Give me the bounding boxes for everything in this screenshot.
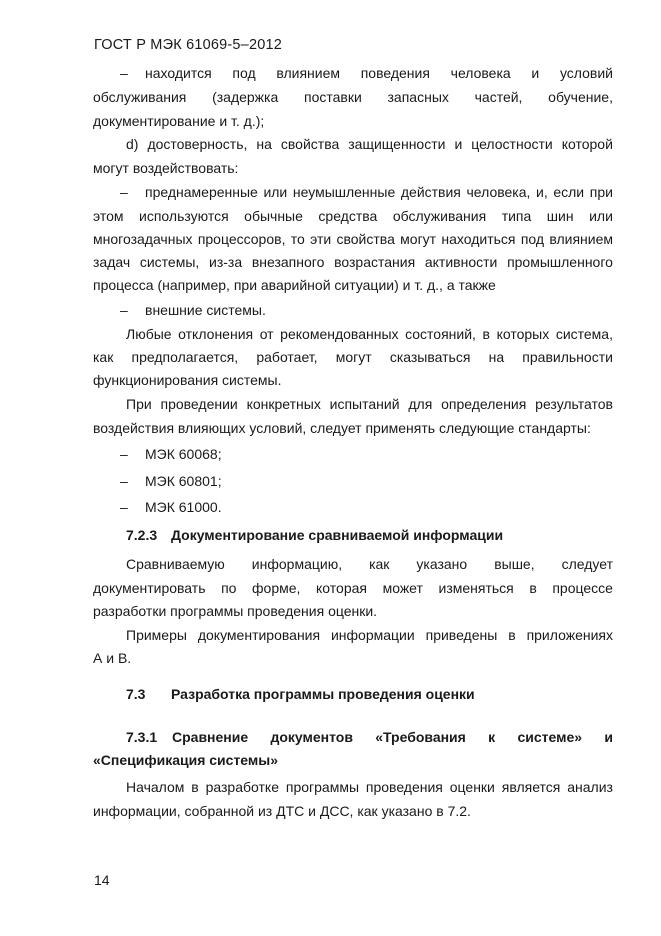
body-line <box>93 207 613 225</box>
body-line: разработки программы проведения оценки. <box>93 603 378 619</box>
word: которой <box>561 136 613 152</box>
section-title: Разработка программы проведения оценки <box>171 686 475 702</box>
body-line: воздействия влияющих условий, следует применять следующие стандарты: <box>93 420 591 436</box>
word: программы <box>285 779 360 795</box>
word: Сравниваемую <box>126 556 225 572</box>
word: защищенности <box>348 136 446 152</box>
word: в <box>482 326 490 342</box>
word: рекомендованных <box>280 326 399 342</box>
word: преднамеренные <box>145 184 258 200</box>
word: документировать <box>93 580 206 596</box>
word: «Требования <box>375 729 466 745</box>
word: то <box>290 231 305 247</box>
word: как <box>369 556 390 572</box>
section-title: Документирование сравниваемой информации <box>171 527 504 543</box>
word: Примеры <box>126 627 187 643</box>
word: от <box>259 326 274 342</box>
bullet-dash: – <box>120 473 128 489</box>
word: находится <box>145 65 212 81</box>
word: человека, <box>466 184 531 200</box>
word: информацию, <box>251 556 343 572</box>
word: и <box>604 729 613 745</box>
word: и <box>454 136 463 152</box>
section-title-cont: «Спецификация системы» <box>93 752 279 768</box>
body-line: информации, собранной из ДТС и ДСС, как указано в 7.2. <box>93 803 471 819</box>
word: документов <box>270 729 353 745</box>
word: на <box>488 349 505 365</box>
word: выше, <box>494 556 535 572</box>
body-line <box>93 230 613 248</box>
word: (задержка <box>212 89 279 105</box>
word: обучение, <box>548 89 613 105</box>
body-line: процесса (например, при аварийной ситуации) и т. д., а также <box>93 277 496 293</box>
word: запасных <box>387 89 449 105</box>
word: При <box>126 396 152 412</box>
word: достоверность, <box>147 136 248 152</box>
word: Началом <box>126 779 185 795</box>
word: под <box>520 231 545 247</box>
word: по <box>221 580 237 596</box>
word: проведения <box>365 779 443 795</box>
body-line <box>126 395 613 413</box>
bullet-dash: – <box>120 65 128 81</box>
word: поведения <box>360 65 430 81</box>
word: в <box>191 779 199 795</box>
word: Любые <box>126 326 172 342</box>
word: как <box>93 349 114 365</box>
word: указано <box>416 556 468 572</box>
word: могут <box>335 349 372 365</box>
word: следует <box>561 556 613 572</box>
body-line <box>145 183 613 201</box>
word: активности <box>424 254 498 270</box>
word: под <box>232 65 256 81</box>
body-line: документирование и т. д.); <box>93 113 265 129</box>
page-header: ГОСТ Р МЭК 61069-5–2012 <box>94 37 283 53</box>
word: внезапного <box>251 254 325 270</box>
word: системы, <box>139 254 200 270</box>
body-line <box>126 135 613 153</box>
body-line: А и В. <box>93 650 132 666</box>
word: приведены <box>425 627 498 643</box>
word: целостности <box>471 136 553 152</box>
word: в <box>508 627 516 643</box>
section-number: 7.3.1 <box>126 729 158 745</box>
word: может <box>382 580 423 596</box>
bullet-dash: – <box>120 446 128 462</box>
standard-item: МЭК 60068; <box>145 446 222 462</box>
body-line <box>93 253 613 271</box>
body-line: функционирования системы. <box>93 372 282 388</box>
word: является <box>501 779 561 795</box>
word: которая <box>316 580 367 596</box>
word: условий <box>559 65 613 81</box>
word: шин <box>546 208 574 224</box>
word: используются <box>139 208 229 224</box>
word: поставки <box>304 89 362 105</box>
body-line <box>93 348 613 366</box>
word: к <box>488 729 496 745</box>
body-line <box>126 555 613 573</box>
word: если <box>553 184 585 200</box>
bullet-dash: – <box>120 302 128 318</box>
word: этом <box>93 208 124 224</box>
word: действия <box>400 184 461 200</box>
word: эти <box>310 231 332 247</box>
bullet-dash: – <box>120 184 128 200</box>
word: и <box>531 65 540 81</box>
word: конкретных <box>246 396 321 412</box>
word: многозадачных <box>93 231 193 247</box>
body-line <box>126 325 613 343</box>
word: неумышленные <box>292 184 396 200</box>
section-title <box>172 728 613 746</box>
body-line: внешние системы. <box>145 302 266 318</box>
word: результатов <box>535 396 613 412</box>
bullet-dash: – <box>120 499 128 515</box>
section-number: 7.3 <box>126 686 146 702</box>
word: при <box>589 184 613 200</box>
word: процессе <box>552 580 613 596</box>
word: свойства <box>280 136 340 152</box>
word: влиянием <box>276 65 340 81</box>
word: и, <box>536 184 548 200</box>
word: человека <box>450 65 511 81</box>
body-line: могут воздействовать: <box>93 160 239 176</box>
word: анализ <box>567 779 613 795</box>
word: системе» <box>517 729 583 745</box>
word: документирования <box>197 627 321 643</box>
word: или <box>263 184 288 200</box>
body-line <box>93 579 613 597</box>
word: состояний, <box>405 326 476 342</box>
word: средства <box>318 208 378 224</box>
word: правильности <box>522 349 613 365</box>
word: изменяться <box>438 580 514 596</box>
word: d) <box>126 136 139 152</box>
word: задач <box>93 254 131 270</box>
section-number: 7.2.3 <box>126 527 158 543</box>
word: система, <box>555 326 613 342</box>
word: предполагается, <box>131 349 239 365</box>
word: испытаний <box>329 396 400 412</box>
word: обслуживания <box>93 89 187 105</box>
word: для <box>408 396 433 412</box>
body-line <box>145 64 613 82</box>
word: определения <box>441 396 527 412</box>
word: из-за <box>209 254 243 270</box>
word: сказываться <box>389 349 471 365</box>
word: которых <box>496 326 550 342</box>
body-line <box>93 88 613 106</box>
word: разработке <box>205 779 279 795</box>
word: обычные <box>244 208 303 224</box>
word: типа <box>501 208 532 224</box>
word: частей, <box>474 89 523 105</box>
page-number: 14 <box>94 872 110 888</box>
word: оценки <box>449 779 495 795</box>
word: находиться <box>441 231 516 247</box>
word: возрастания <box>334 254 416 270</box>
word: отклонения <box>178 326 254 342</box>
body-line <box>126 778 613 796</box>
standard-item: МЭК 60801; <box>145 473 222 489</box>
word: на <box>256 136 272 152</box>
word: промышленного <box>507 254 613 270</box>
word: в <box>529 580 537 596</box>
word: могут <box>400 231 437 247</box>
word: работает, <box>256 349 318 365</box>
word: Сравнение <box>172 729 249 745</box>
word: информации <box>330 627 415 643</box>
word: форме, <box>252 580 301 596</box>
word: влиянием <box>549 231 613 247</box>
standard-item: МЭК 61000. <box>145 499 222 515</box>
word: процессоров, <box>197 231 286 247</box>
word: или <box>589 208 613 224</box>
word: свойства <box>336 231 395 247</box>
body-line <box>126 626 613 644</box>
word: обслуживания <box>392 208 487 224</box>
word: приложениях <box>526 627 613 643</box>
word: проведении <box>160 396 238 412</box>
